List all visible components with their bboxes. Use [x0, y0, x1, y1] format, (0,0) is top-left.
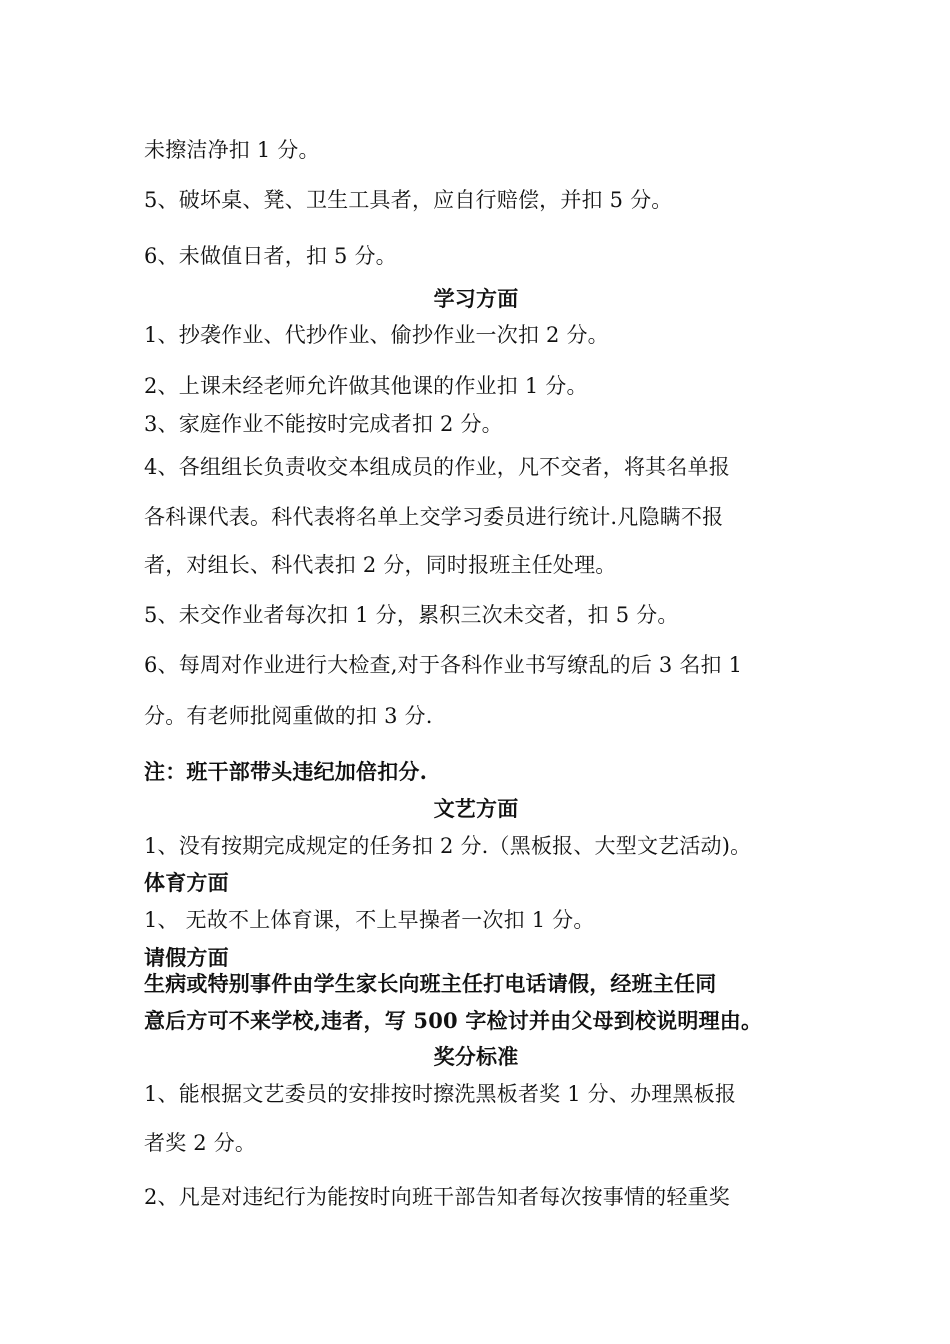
sports-item-1: 1、 无故不上体育课，不上早操者一次扣 1 分。 [144, 908, 595, 932]
study-item-3: 3、家庭作业不能按时完成者扣 2 分。 [144, 412, 503, 436]
document-page [144, 0, 808, 1344]
study-item-2: 2、上课未经老师允许做其他课的作业扣 1 分。 [144, 374, 588, 398]
hygiene-line-2: 5、破坏桌、凳、卫生工具者，应自行赔偿，并扣 5 分。 [144, 188, 673, 212]
reward-item-1b: 者奖 2 分。 [144, 1131, 257, 1155]
study-item-6b: 分。有老师批阅重做的扣 3 分. [144, 704, 433, 728]
study-item-4b: 各科课代表。科代表将名单上交学习委员进行统计.凡隐瞒不报 [144, 505, 724, 529]
leave-title: 请假方面 [144, 946, 229, 970]
leave-item-1a: 生病或特别事件由学生家长向班主任打电话请假，经班主任同 [144, 971, 717, 996]
study-title: 学习方面 [433, 287, 519, 311]
reward-item-1a: 1、能根据文艺委员的安排按时擦洗黑板者奖 1 分、办理黑板报 [144, 1082, 737, 1106]
study-item-5: 5、未交作业者每次扣 1 分，累积三次未交者，扣 5 分。 [144, 603, 679, 627]
study-item-1: 1、抄袭作业、代抄作业、偷抄作业一次扣 2 分。 [144, 323, 609, 347]
hygiene-line-3: 6、未做值日者，扣 5 分。 [144, 244, 397, 268]
sports-title: 体育方面 [144, 871, 229, 895]
reward-item-2a: 2、凡是对违纪行为能按时向班干部告知者每次按事情的轻重奖 [144, 1185, 730, 1209]
study-item-6a: 6、每周对作业进行大检查,对于各科作业书写缭乱的后 3 名扣 1 [144, 653, 743, 677]
note-line: 注：班干部带头违纪加倍扣分. [144, 759, 428, 784]
reward-title: 奖分标准 [433, 1045, 519, 1069]
arts-item-1: 1、没有按期完成规定的任务扣 2 分.（黑板报、大型文艺活动)。 [144, 834, 752, 858]
study-item-4c: 者，对组长、科代表扣 2 分，同时报班主任处理。 [144, 553, 617, 577]
arts-title: 文艺方面 [433, 797, 519, 821]
leave-item-1b: 意后方可不来学校,违者，写 500 字检讨并由父母到校说明理由。 [144, 1008, 763, 1033]
hygiene-line-1: 未擦洁净扣 1 分。 [144, 138, 320, 162]
study-item-4a: 4、各组组长负责收交本组成员的作业，凡不交者，将其名单报 [144, 455, 730, 479]
